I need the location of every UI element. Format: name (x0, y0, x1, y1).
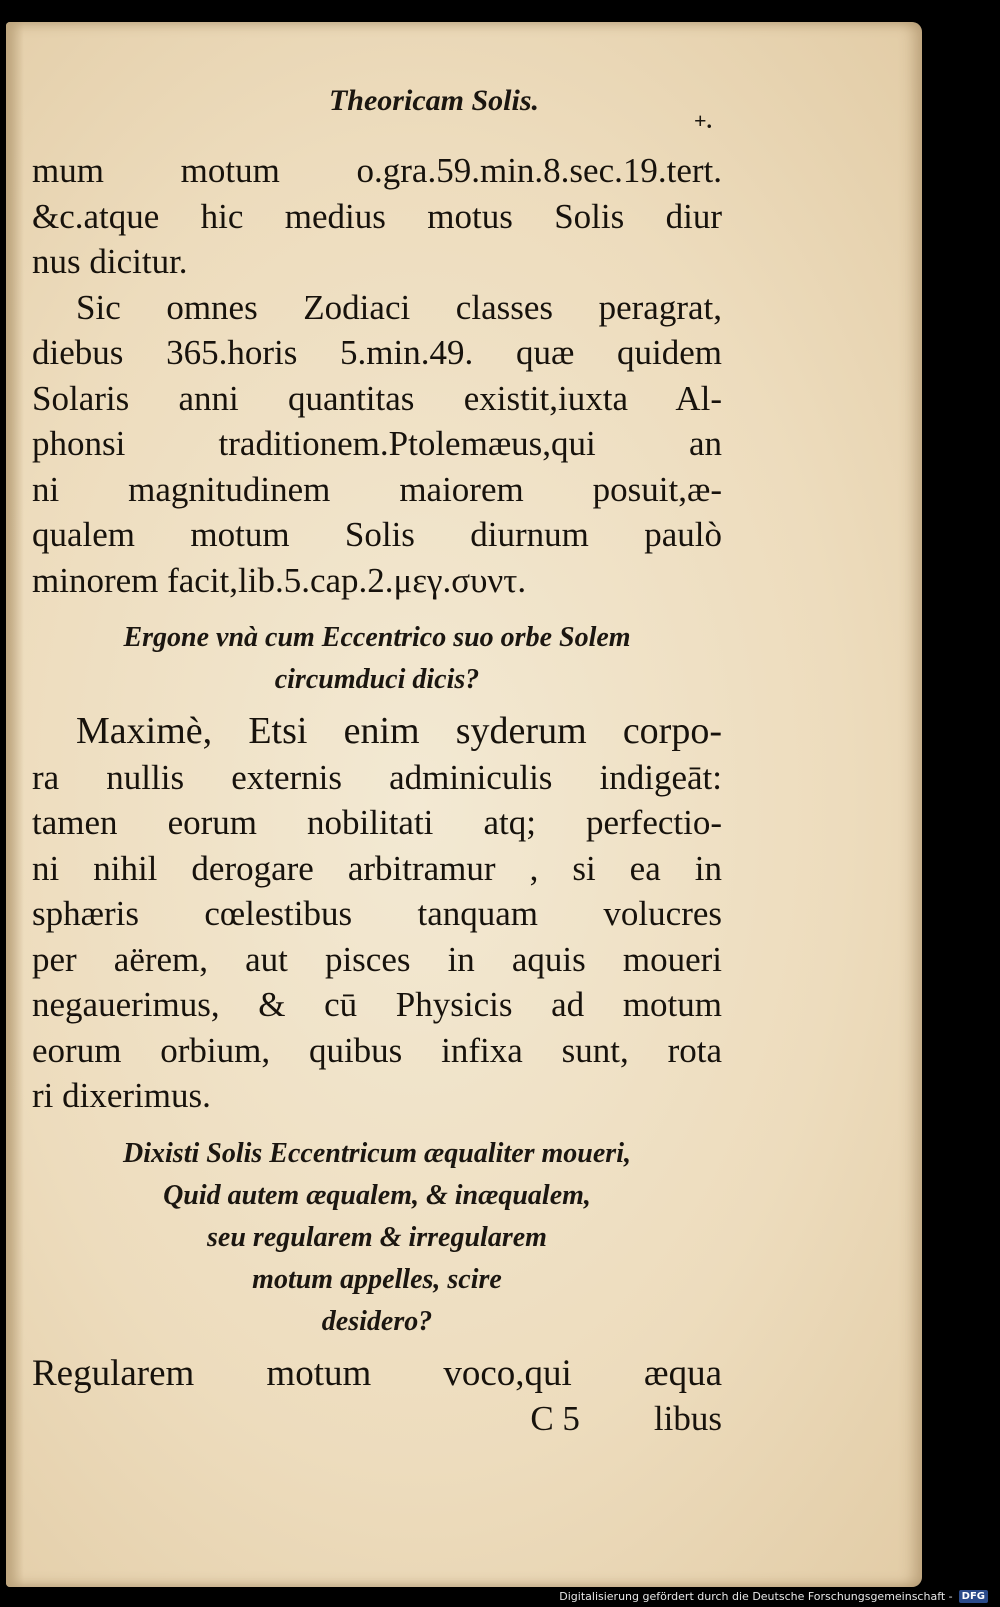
text-line: sphæris cœlestibus tanquam volucres (32, 894, 722, 933)
running-title: Theoricam Solis. (328, 84, 539, 117)
catchword: libus (653, 1399, 722, 1438)
text-line: phonsi traditionem.Ptolemæus,qui an (32, 424, 722, 463)
question-line: circumduci dicis? (274, 664, 480, 695)
text-block (32, 148, 722, 1441)
text-line: nus dicitur. (32, 242, 188, 281)
text-line: diebus 365.horis 5.min.49. quæ quidem (32, 333, 722, 372)
text-line: ni nihil derogare arbitramur , si ea in (32, 848, 722, 888)
page-spine-shadow (6, 22, 24, 1587)
text-line: Solaris anni quantitas existit,iuxta Al- (32, 378, 722, 418)
text-line: Regularem motum voco,qui æqua (32, 1352, 722, 1394)
catchline (32, 1396, 722, 1441)
book-page (6, 22, 922, 1587)
digitization-footer (559, 1590, 988, 1603)
text-line: ri dixerimus. (32, 1076, 211, 1115)
dfg-logo: DFG (959, 1590, 988, 1603)
text-line: ni magnitudinem maiorem posuit,æ- (32, 469, 722, 509)
text-line: Sic omnes Zodiaci classes peragrat, (76, 287, 722, 327)
text-line: eorum orbium, quibus infixa sunt, rota (32, 1030, 722, 1070)
question-line: Ergone vnà cum Eccentrico suo orbe Solem (123, 622, 631, 653)
text-line: Maximè, Etsi enim syderum corpo- (76, 710, 722, 752)
text-line: &c.atque hic medius motus Solis diur (32, 196, 722, 236)
text-line: minorem facit,lib.5.cap.2.μεγ.συντ. (32, 560, 527, 600)
text-line: qualem motum Solis diurnum paulò (32, 515, 722, 554)
text-line: per aërem, aut pisces in aquis moueri (32, 939, 722, 979)
text-line: mum motum o.gra.59.min.8.sec.19.tert. (32, 151, 722, 190)
footer-text: Digitalisierung gefördert durch die Deutsche Forschungsgemeinschaft - (559, 1590, 953, 1603)
text-line: tamen eorum nobilitati atq; perfectio- (32, 803, 722, 842)
text-line: ra nullis externis adminiculis indigeāt: (32, 757, 722, 797)
text-line: negauerimus, & cū Physicis ad motum (32, 985, 722, 1024)
question-line: seu regularem & irregularem (207, 1221, 547, 1253)
question-line: Dixisti Solis Eccentricum æqualiter moueri, (123, 1137, 631, 1169)
folio-mark: +. (693, 108, 712, 133)
signature-mark: C 5 (530, 1399, 580, 1438)
question-line: motum appelles, scire (252, 1263, 502, 1295)
question-line: Quid autem æqualem, & inæqualem, (163, 1179, 591, 1211)
question-line: desidero? (321, 1305, 433, 1337)
